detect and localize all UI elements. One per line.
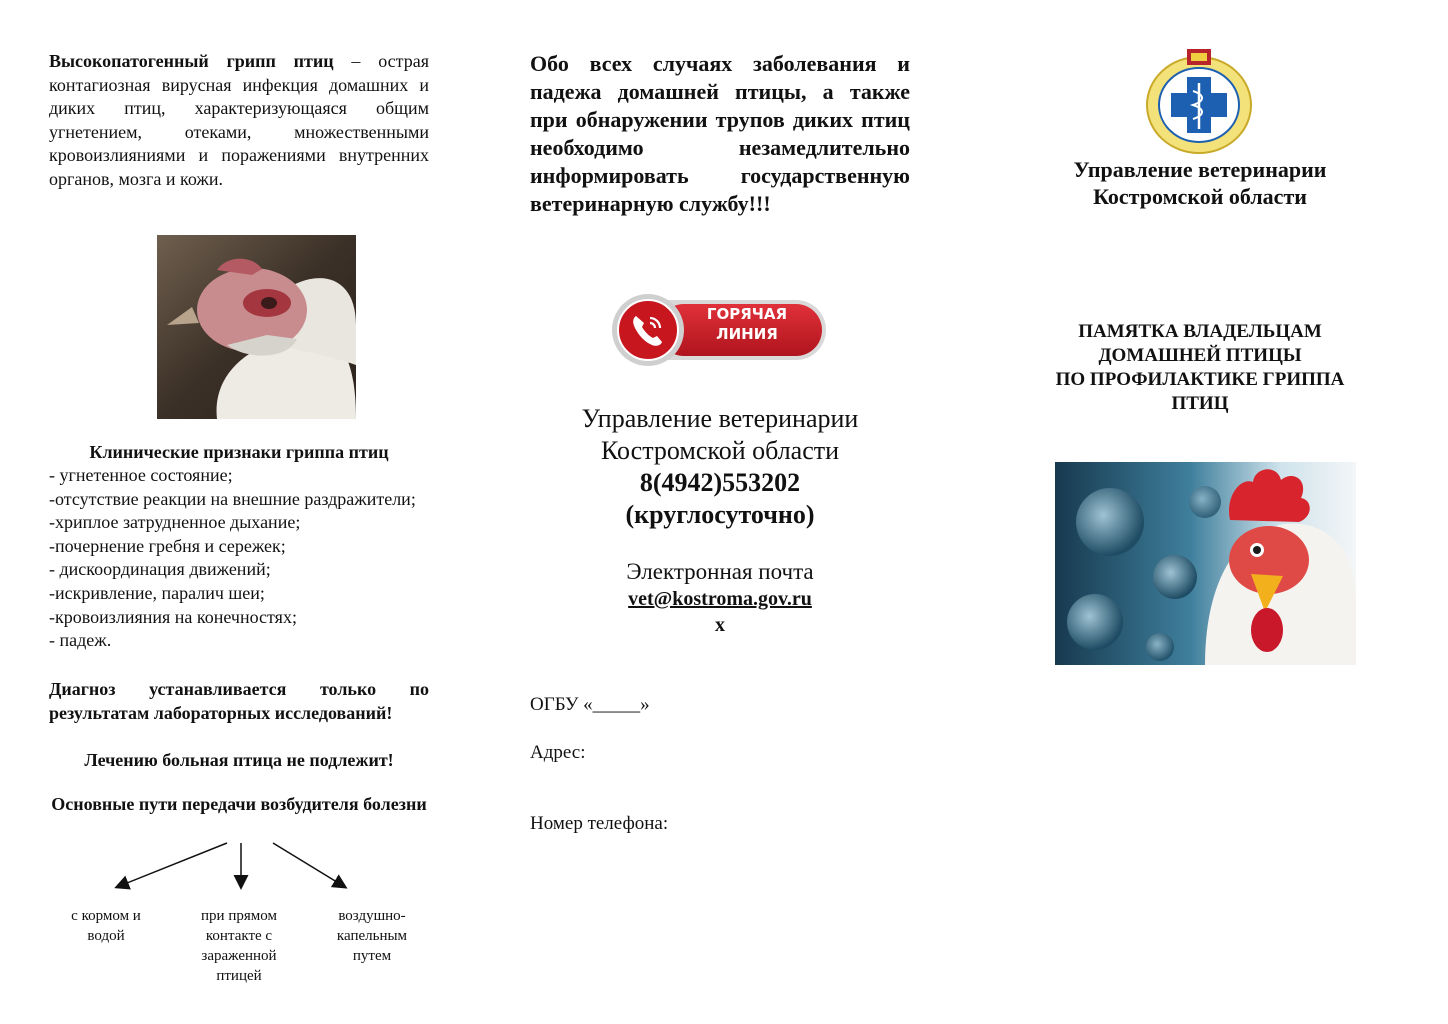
intro-term: Высокопатогенный грипп птиц [49, 51, 334, 71]
list-item: -хриплое затрудненное дыхание; [49, 512, 301, 533]
field-phone: Номер телефона: [530, 813, 669, 834]
list-item: - дискоординация движений; [49, 559, 271, 580]
hotline-phone: 8(4942)553202 [639, 468, 801, 497]
hotline-badge [608, 292, 830, 368]
arrow-left [117, 843, 227, 887]
field-ogbu: ОГБУ «_____» [530, 694, 650, 715]
arrow-right [273, 843, 345, 887]
org-name-line2: Костромской области [600, 436, 840, 465]
list-item: -почернение гребня и сережек; [49, 535, 286, 556]
email-label: Электронная почта [626, 559, 814, 584]
chicken-virus-photo [1055, 462, 1356, 665]
list-item: -кровоизлияния на конечностях; [49, 606, 297, 627]
route-airborne: воздушно-капельным путем [336, 908, 408, 964]
route-food-water: с кормом и водой [71, 908, 141, 944]
intro-paragraph [49, 50, 429, 192]
hotline-hours: (круглосуточно) [625, 500, 815, 529]
treatment-note: Лечению больная птица не подлежит! [84, 750, 394, 770]
hotline-label [678, 304, 816, 344]
department-line1: Управление ветеринарии [1073, 157, 1327, 182]
list-item: - угнетенное состояние; [49, 465, 233, 485]
diagnosis-note: Диагноз устанавливается только по результатам лабораторных исследований! [49, 679, 429, 723]
clinical-signs-title: Клинические признаки гриппа птиц [89, 442, 389, 462]
list-item: -отсутствие реакции на внешние раздражители; [49, 488, 416, 509]
org-name-line1: Управление ветеринарии [581, 404, 859, 433]
symptoms-list [49, 464, 429, 653]
intro-definition: – острая контагиозная вирусная инфекция домашних и диких птиц, характеризующаяся общим угнетением, отеками, множественными кровоизлияниями и поражениями внутренних органов, мозга и кожи. [49, 51, 429, 189]
department-title [1040, 156, 1360, 210]
veterinary-service-emblem-icon [1143, 47, 1255, 155]
department-line2: Костромской области [1093, 184, 1307, 209]
email-extra: x [715, 614, 725, 636]
memo-title [1030, 320, 1370, 416]
phone-icon [628, 310, 668, 350]
transmission-arrows [49, 838, 369, 898]
memo-line: ПАМЯТКА ВЛАДЕЛЬЦАМ [1078, 321, 1322, 342]
list-item: -искривление, паралич шеи; [49, 582, 265, 603]
hotline-line2: ЛИНИЯ [716, 325, 778, 343]
memo-line: ПО ПРОФИЛАКТИКЕ ГРИППА [1055, 369, 1345, 390]
memo-line: ПТИЦ [1171, 393, 1229, 414]
route-direct-contact: при прямом контакте с зараженной птицей [201, 908, 277, 984]
field-address: Адрес: [530, 742, 586, 763]
transmission-routes-title: Основные пути передачи возбудителя болезни [51, 794, 427, 814]
hotline-line1: ГОРЯЧАЯ [706, 305, 788, 323]
email-block [520, 558, 920, 638]
list-item: - падеж. [49, 630, 112, 651]
email-link[interactable]: vet@kostroma.gov.ru [628, 588, 812, 610]
report-notice: Обо всех случаях заболевания и падежа домашней птицы, а также при обнаружении трупов диких птиц необходимо незамедлительно информировать государственную ветеринарную службу!!! [530, 51, 910, 216]
memo-line: ДОМАШНЕЙ ПТИЦЫ [1098, 345, 1302, 366]
contact-block [520, 403, 920, 531]
sick-chicken-photo [157, 235, 356, 419]
